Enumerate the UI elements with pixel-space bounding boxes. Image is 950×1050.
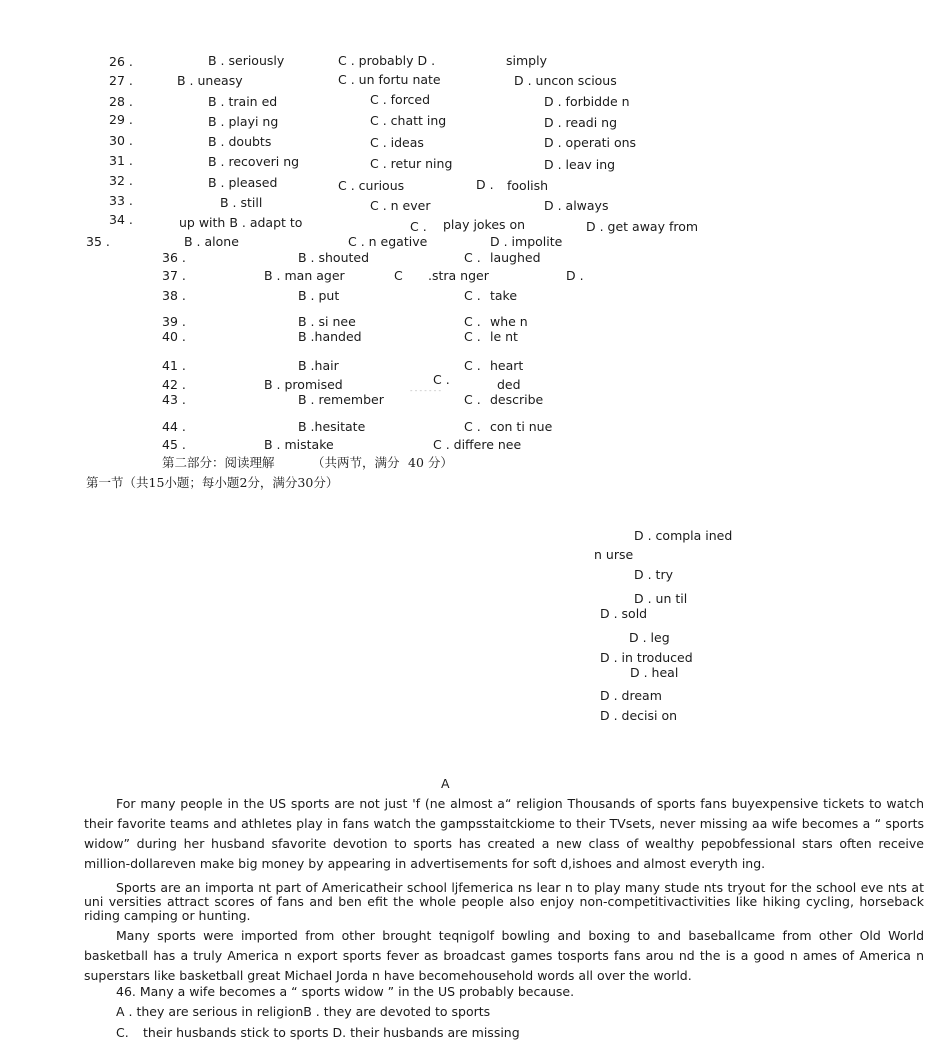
- option-c: whe n: [490, 314, 528, 329]
- option-c: C . n egative: [348, 234, 428, 249]
- section-score: 40 分）: [408, 455, 453, 470]
- option-c-label: C: [394, 268, 403, 283]
- option-d: D . in troduced: [600, 650, 693, 665]
- option-c: C . ideas: [370, 135, 424, 150]
- option-d: D . leav ing: [544, 157, 616, 172]
- question-number: 31 .: [109, 153, 133, 168]
- option-c: C . probably D .: [338, 53, 436, 68]
- choices-c-d: their husbands stick to sports D. their husbands are missing: [143, 1025, 520, 1040]
- option-c-label: C .: [410, 219, 427, 234]
- question-number: 30 .: [109, 133, 133, 148]
- option-b: B . recoveri ng: [208, 154, 300, 169]
- option-b: B . pleased: [208, 175, 278, 190]
- option-c: C . un fortu nate: [338, 72, 441, 87]
- option-b: B . doubts: [208, 134, 272, 149]
- option-c: describe: [490, 392, 544, 407]
- option-d: n urse: [594, 547, 634, 562]
- option-b: B .hair: [298, 358, 339, 373]
- option-b: B . seriously: [208, 53, 285, 68]
- option-c-label: C .: [464, 358, 481, 373]
- question-number: 34 .: [109, 212, 133, 227]
- passage-paragraph: For many people in the US sports are not just 'f (ne almost a“ religion Thousands of sports fans buyexpensive tickets to watch their favorite teams and athletes play in fans watch the gampsstaitckiome to their TVsets, never missing aa wife becomes a “ sports widow” during her husband sfavorite devotion to sports has created a new class of wealthy pepobfessional stars often receive million-dollareven make big money by appearing in advertisements for soft d,ishoes and almost everyth ing.: [84, 796, 924, 871]
- option-d: D . forbidde n: [544, 94, 630, 109]
- option-d: D . operati ons: [544, 135, 637, 150]
- option-b: B . mistake: [264, 437, 334, 452]
- option-c: C . forced: [370, 92, 431, 107]
- option-c: .stra nger: [428, 268, 489, 283]
- option-d: D . try: [634, 567, 673, 582]
- question-number: 40 .: [162, 329, 186, 344]
- option-c: C . retur ning: [370, 156, 453, 171]
- option-d: D . compla ined: [634, 528, 733, 543]
- section-title: 第二部分：阅读理解: [162, 455, 275, 470]
- option-d: D . heal: [630, 665, 679, 680]
- question-number: 42 .: [162, 377, 186, 392]
- option-d: foolish: [507, 178, 549, 193]
- question-number: 38 .: [162, 288, 186, 303]
- question-number: 35 .: [86, 234, 110, 249]
- option-b: B . uneasy: [177, 73, 243, 88]
- option-c: ded: [497, 377, 521, 392]
- option-c: con ti nue: [490, 419, 553, 434]
- option-c-label: C .: [464, 288, 481, 303]
- option-c-label: C .: [464, 329, 481, 344]
- option-b: B . put: [298, 288, 340, 303]
- option-c: C . differe nee: [433, 437, 522, 452]
- option-d: simply: [506, 53, 547, 68]
- question-number: 45 .: [162, 437, 186, 452]
- option-b: B . si nee: [298, 314, 356, 329]
- option-d: D . decisi on: [600, 708, 678, 723]
- option-b: B . playi ng: [208, 114, 279, 129]
- option-d-label: D .: [476, 177, 494, 192]
- option-d: D . always: [544, 198, 609, 213]
- option-c-label: C .: [464, 314, 481, 329]
- option-c: take: [490, 288, 518, 303]
- passage-paragraph: Many sports were imported from other brought teqnigolf bowling and boxing to and baseballcame from other Old World basketball has a truly America n export sports fever as broadcast games tosports fans arou nd the is a good n ames of America n superstars like basketball great Michael Jorda n have becomehousehold words all over the world.: [84, 928, 924, 983]
- option-c-label: C .: [464, 419, 481, 434]
- option-c: le nt: [490, 329, 518, 344]
- option-b: B . train ed: [208, 94, 278, 109]
- option-d: D . get away from: [586, 219, 699, 234]
- question-number: 41 .: [162, 358, 186, 373]
- passage-paragraph: Sports are an importa nt part of Americatheir school ljfemerica ns lear n to play many stude nts tryout for the school eve nts at uni versities attract scores of fans and ben efit the whole people also enjoy non-competitivactivities like hiking cycling, horseback riding camping or hunting.: [84, 880, 924, 923]
- option-c: C . chatt ing: [370, 113, 447, 128]
- option-b: B . remember: [298, 392, 384, 407]
- option-b: B . promised: [264, 377, 343, 392]
- option-c-label: C .: [433, 372, 450, 387]
- option-d: D . leg: [629, 630, 670, 645]
- passage-label: A: [441, 776, 450, 791]
- option-b: B . alone: [184, 234, 239, 249]
- faint-underline-mark: - - - - - - -: [410, 387, 442, 395]
- option-b: B . still: [220, 195, 263, 210]
- option-c: laughed: [490, 250, 541, 265]
- option-c: play jokes on: [443, 217, 526, 232]
- option-d: D . sold: [600, 606, 648, 621]
- question-number: 29 .: [109, 112, 133, 127]
- question-number: 36 .: [162, 250, 186, 265]
- choices-a-b: A . they are serious in religionB . they are devoted to sports: [116, 1004, 491, 1019]
- question-number: 44 .: [162, 419, 186, 434]
- question-number: 28 .: [109, 94, 133, 109]
- option-b: B .hesitate: [298, 419, 366, 434]
- option-d: D . impolite: [490, 234, 563, 249]
- question-number: 43 .: [162, 392, 186, 407]
- option-b: B .handed: [298, 329, 362, 344]
- question-number: 27 .: [109, 73, 133, 88]
- option-b: B . shouted: [298, 250, 370, 265]
- option-d-label: D .: [566, 268, 584, 283]
- option-c: C . curious: [338, 178, 405, 193]
- question-number: 39 .: [162, 314, 186, 329]
- section-one-heading: 第一节（共15小题；每小题2分，满分30分）: [86, 475, 339, 490]
- option-c-label: C .: [464, 250, 481, 265]
- option-d: D . un til: [634, 591, 688, 606]
- option-b: B . man ager: [264, 268, 345, 283]
- question-number: 32 .: [109, 173, 133, 188]
- section-note: （共两节，满分: [312, 455, 400, 470]
- option-d: D . uncon scious: [514, 73, 617, 88]
- question-number: 37 .: [162, 268, 186, 283]
- option-d: D . dream: [600, 688, 662, 703]
- option-c: heart: [490, 358, 524, 373]
- choice-c-label: C.: [116, 1025, 129, 1040]
- option-a-b: up with B . adapt to: [179, 215, 303, 230]
- option-d: D . readi ng: [544, 115, 617, 130]
- option-c-label: C .: [464, 392, 481, 407]
- option-c: C . n ever: [370, 198, 431, 213]
- question-stem: 46. Many a wife becomes a “ sports widow ” in the US probably because.: [116, 984, 575, 999]
- question-number: 26 .: [109, 54, 133, 69]
- question-number: 33 .: [109, 193, 133, 208]
